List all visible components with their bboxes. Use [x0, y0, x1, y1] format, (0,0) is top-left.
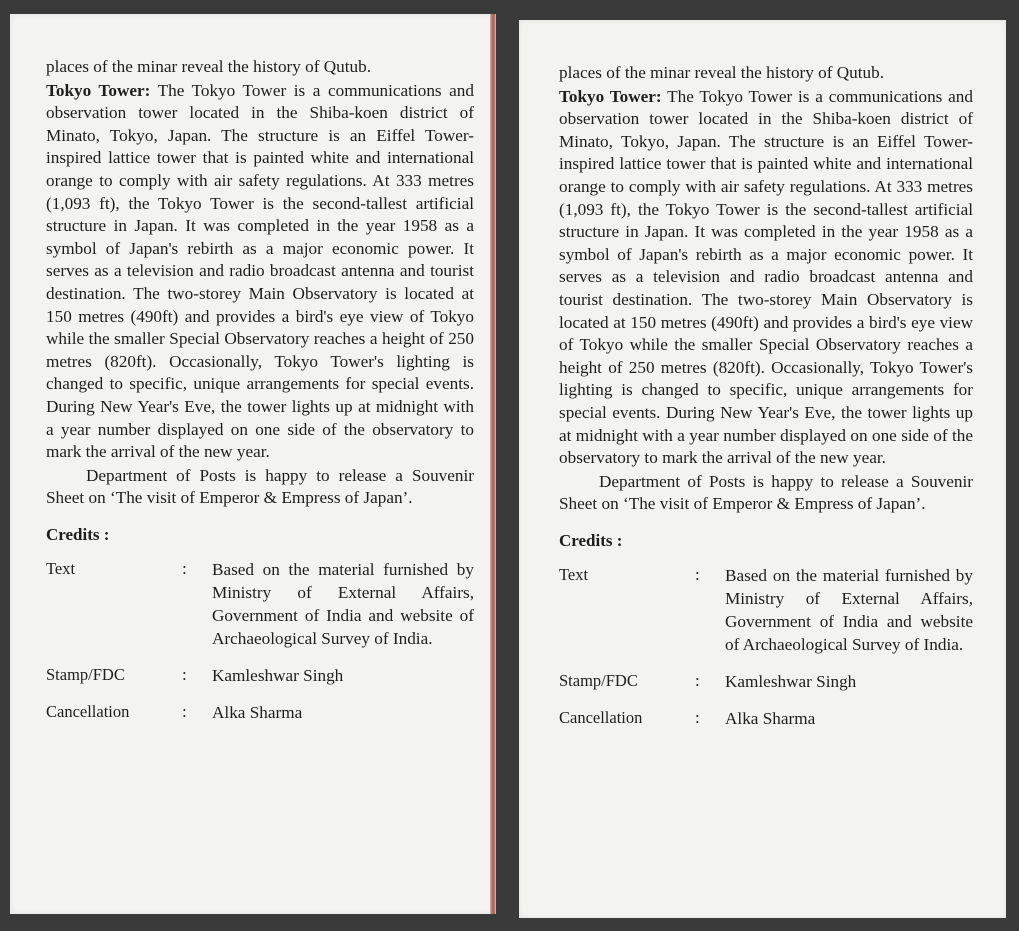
right-page [519, 20, 1006, 918]
credit-label: Text [46, 559, 76, 579]
credit-row-cancellation [46, 701, 474, 724]
section-body: The Tokyo Tower is a communications and observation tower located in the Shiba-koen district of Minato, Tokyo, Japan. The structure is an Eiffel Tower-inspired lattice tower that is painted white and international orange to comply with air safety regulations. At 333 metres (1,093 ft), the Tokyo Tower is the second-tallest artificial structure in Japan. It was completed in the year 1958 as a symbol of Japan's rebirth as a major economic power. It serves as a television and radio broadcast antenna and tourist destination. The two-storey Main Observatory is located at 150 metres (490ft) and provides a bird's eye view of Tokyo while the smaller Special Observatory reaches a height of 250 metres (820ft). Occasionally, Tokyo Tower's lighting is changed to specific, unique arrangements for special events. During New Year's Eve, the tower lights up at midnight with a year number displayed on one side of the observatory to mark the arrival of the new year. [46, 80, 474, 462]
credit-value: Alka Sharma [212, 703, 303, 723]
credit-separator: : [695, 708, 700, 728]
credit-label: Stamp/FDC [559, 671, 638, 691]
tokyo-tower-paragraph [559, 86, 973, 470]
credit-row-cancellation [559, 707, 973, 730]
credit-row-stamp [559, 670, 973, 693]
credit-value: Based on the material furnished by Ministry of External Affairs, Government of India and website of Archaeological Survey of India. [725, 566, 973, 655]
section-body: The Tokyo Tower is a communications and observation tower located in the Shiba-koen district of Minato, Tokyo, Japan. The structure is an Eiffel Tower-inspired lattice tower that is painted white and international orange to comply with air safety regulations. At 333 metres (1,093 ft), the Tokyo Tower is the second-tallest artificial structure in Japan. It was completed in the year 1958 as a symbol of Japan's rebirth as a major economic power. It serves as a television and radio broadcast antenna and tourist destination. The two-storey Main Observatory is located at 150 metres (490ft) and provides a bird's eye view of Tokyo while the smaller Special Observatory reaches a height of 250 metres (820ft). Occasionally, Tokyo Tower's lighting is changed to specific, unique arrangements for special events. During New Year's Eve, the tower lights up at midnight with a year number displayed on one side of the observatory to mark the arrival of the new year. [559, 86, 973, 468]
credit-label: Text [559, 565, 589, 585]
credit-separator: : [695, 671, 700, 691]
release-paragraph: Department of Posts is happy to release a Souvenir Sheet on ‘The visit of Emperor & Empress of Japan’. [46, 465, 474, 508]
folder-edge [490, 14, 496, 914]
credit-separator: : [182, 559, 187, 579]
intro-line: places of the minar reveal the history of Qutub. [46, 57, 372, 76]
credit-value: Kamleshwar Singh [212, 666, 344, 686]
credit-label: Stamp/FDC [46, 665, 125, 685]
credits-title: Credits : [559, 530, 623, 550]
credit-row-text [46, 558, 474, 650]
left-page [10, 14, 496, 914]
left-page-content [46, 56, 474, 738]
credit-value: Alka Sharma [725, 709, 816, 729]
intro-line: places of the minar reveal the history of Qutub. [559, 63, 885, 82]
credit-label: Cancellation [46, 702, 130, 722]
credit-separator: : [695, 565, 700, 585]
credit-label: Cancellation [559, 708, 643, 728]
right-page-content [559, 62, 973, 744]
credit-row-text [559, 564, 973, 656]
release-paragraph: Department of Posts is happy to release a Souvenir Sheet on ‘The visit of Emperor & Empress of Japan’. [559, 471, 973, 514]
tokyo-tower-paragraph [46, 80, 474, 464]
section-heading: Tokyo Tower: [559, 86, 662, 106]
credit-row-stamp [46, 664, 474, 687]
credit-separator: : [182, 702, 187, 722]
credit-separator: : [182, 665, 187, 685]
credit-value: Based on the material furnished by Ministry of External Affairs, Government of India and website of Archaeological Survey of India. [212, 560, 474, 649]
section-heading: Tokyo Tower: [46, 80, 151, 100]
credit-value: Kamleshwar Singh [725, 672, 857, 692]
credits-title: Credits : [46, 524, 110, 544]
